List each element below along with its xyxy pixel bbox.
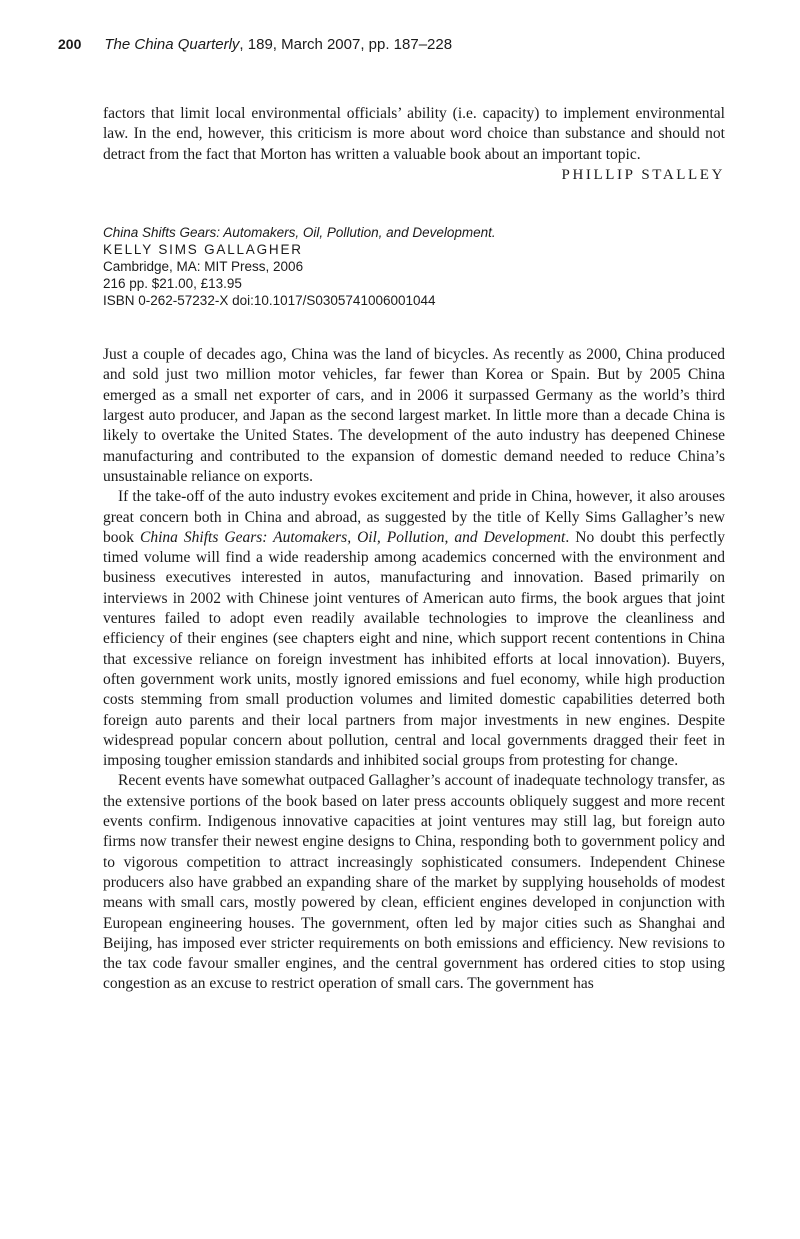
paragraph-2-text-before: If the take-off of the auto industry evokes excitement and pride in China, however, it also arouses great concern both in China and abroad, as suggested by the title of Kelly Sims Gallagher’s new book <box>103 488 725 546</box>
issue-info: , 189, March 2007, pp. 187–228 <box>239 36 453 53</box>
paragraph-2-text-after: . No doubt this perfectly timed volume will find a wide readership among academics concerned with the environment and business executives interested in autos, manufacturing and innovation. Based primarily on interviews in 2002 with Chinese joint ventures of American auto firms, the book argues that joint ventures failed to adopt even readily available technologies to improve the cleanliness and efficiency of their engines (see chapters eight and nine, which support recent contentions in China that excessive reliance on foreign investment has inhibited efforts at local innovation). Buyers, often government work units, mostly ignored emissions and fuel economy, while high production costs stemming from small production volumes and limited domestic capabilities deterred both foreign auto parents and their local partners from major investments in new engines. Despite widespread popular concern about pollution, central and local governments dragged their feet in imposing tougher emission standards and inhibited social groups from protesting for change. <box>103 528 725 770</box>
review-body <box>103 345 725 995</box>
running-head <box>58 36 452 53</box>
review-paragraph-3: Recent events have somewhat outpaced Gallagher’s account of inadequate technology transfer, as the extensive portions of the book based on later press accounts obliquely suggest and more recent events confirm. Indigenous innovative capacities at joint ventures may still lag, but foreign auto firms now transfer their newest engine designs to China, responding both to government policy and to vigorous competition to attract increasingly sophisticated consumers. Independent Chinese producers also have grabbed an expanding share of the market by supplying households of modest means with small cars, mostly powered by clean, efficient engines developed in conjunction with European engineering houses. The government, often led by major cities such as Shanghai and Beijing, has imposed ever stricter requirements on both emissions and efficiency. New revisions to the tax code favour smaller engines, and the central government has ordered cities to stop using congestion as an excuse to restrict operation of small cars. The government has <box>103 772 725 993</box>
reviewer-name: PHILLIP STALLEY <box>561 166 725 183</box>
book-citation-block <box>103 224 725 309</box>
book-title: China Shifts Gears: Automakers, Oil, Pollution, and Development. <box>103 225 496 241</box>
book-author: KELLY SIMS GALLAGHER <box>103 242 303 258</box>
page-number: 200 <box>58 36 82 52</box>
previous-review-closing-paragraph: factors that limit local environmental officials’ ability (i.e. capacity) to implement environmental law. In the end, however, this criticism is more about word choice than substance and should not detract from the fact that Morton has written a valuable book about an important topic. <box>103 105 725 163</box>
book-pages-price: 216 pp. $21.00, £13.95 <box>103 276 242 292</box>
book-publisher: Cambridge, MA: MIT Press, 2006 <box>103 259 304 275</box>
inline-book-title: China Shifts Gears: Automakers, Oil, Pollution, and Development <box>140 528 566 546</box>
text-column <box>103 104 725 995</box>
review-paragraph-2 <box>103 487 725 771</box>
review-paragraph-1: Just a couple of decades ago, China was the land of bicycles. As recently as 2000, China produced and sold just two million motor vehicles, far fewer than Korea or Spain. But by 2005 China emerged as a small net exporter of cars, and in 2006 it surpassed Germany as the world’s third largest auto producer, and Japan as the second largest market. In little more than a decade China is likely to overtake the United States. The development of the auto industry has deepened Chinese manufacturing and contributed to the expansion of domestic demand needed to reduce China’s unsustainable reliance on exports. <box>103 346 725 485</box>
journal-title: The China Quarterly <box>104 36 240 53</box>
book-isbn-doi: ISBN 0-262-57232-X doi:10.1017/S0305741006001044 <box>103 293 436 309</box>
